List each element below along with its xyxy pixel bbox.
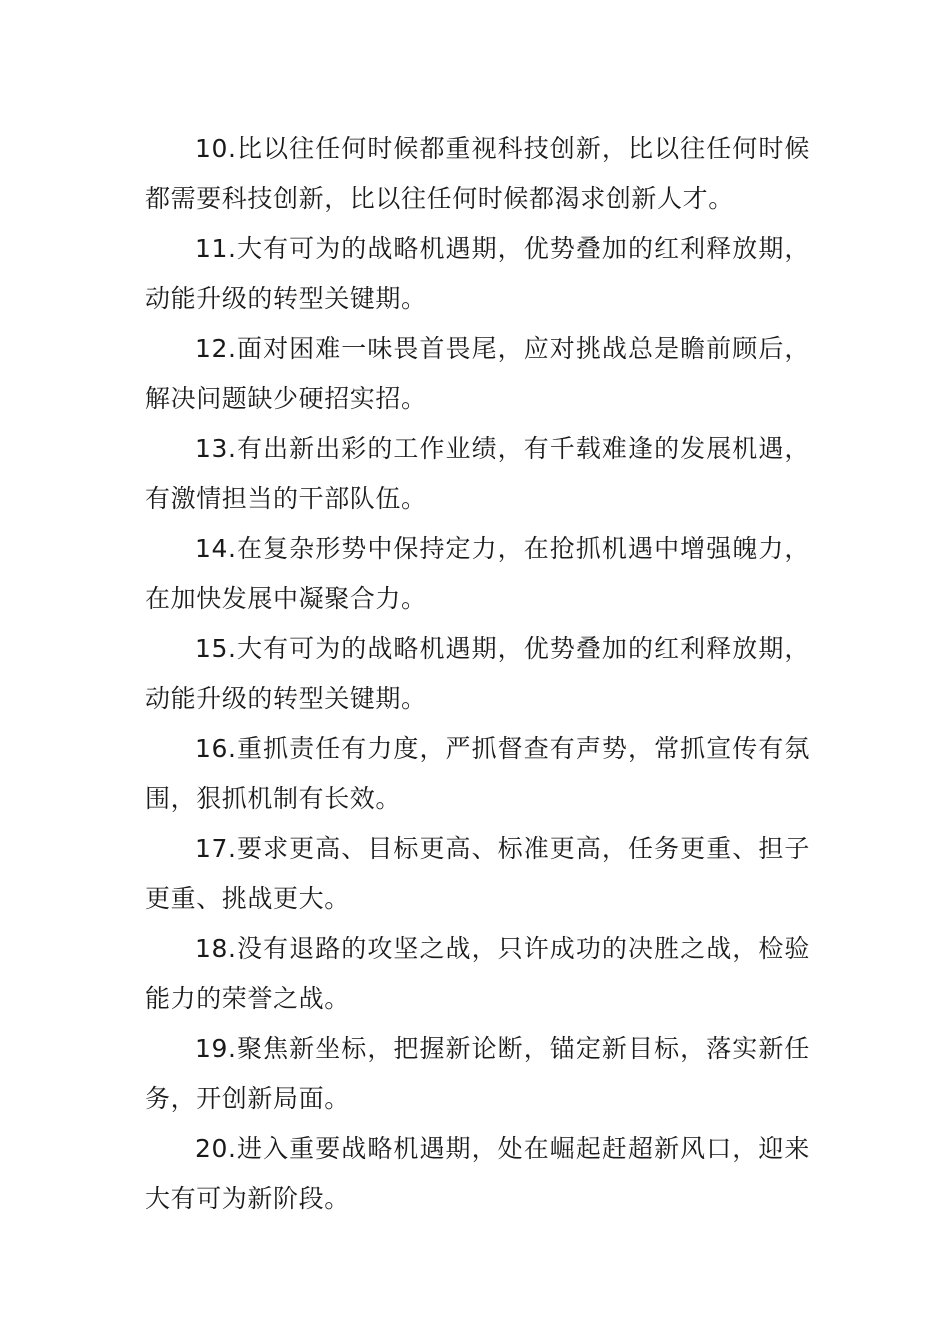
paragraph-20: 20.进入重要战略机遇期，处在崛起赶超新风口，迎来大有可为新阶段。 [145, 1134, 810, 1213]
paragraph-13: 13.有出新出彩的工作业绩，有千载难逢的发展机遇，有激情担当的干部队伍。 [145, 434, 810, 513]
document-body [145, 124, 810, 1224]
paragraph-19: 19.聚焦新坐标，把握新论断，锚定新目标，落实新任务，开创新局面。 [145, 1034, 810, 1113]
paragraph-14: 14.在复杂形势中保持定力，在抢抓机遇中增强魄力，在加快发展中凝聚合力。 [145, 534, 810, 613]
paragraph-12: 12.面对困难一味畏首畏尾，应对挑战总是瞻前顾后，解决问题缺少硬招实招。 [145, 334, 810, 413]
paragraph-16: 16.重抓责任有力度，严抓督查有声势，常抓宣传有氛围，狠抓机制有长效。 [145, 734, 810, 813]
paragraph-18: 18.没有退路的攻坚之战，只许成功的决胜之战，检验能力的荣誉之战。 [145, 934, 810, 1013]
paragraph-17: 17.要求更高、目标更高、标准更高，任务更重、担子更重、挑战更大。 [145, 834, 810, 913]
paragraph-11: 11.大有可为的战略机遇期，优势叠加的红利释放期，动能升级的转型关键期。 [145, 234, 810, 313]
paragraph-15: 15.大有可为的战略机遇期，优势叠加的红利释放期，动能升级的转型关键期。 [145, 634, 810, 713]
paragraph-10: 10.比以往任何时候都重视科技创新，比以往任何时候都需要科技创新，比以往任何时候都渴求创新人才。 [145, 134, 810, 213]
